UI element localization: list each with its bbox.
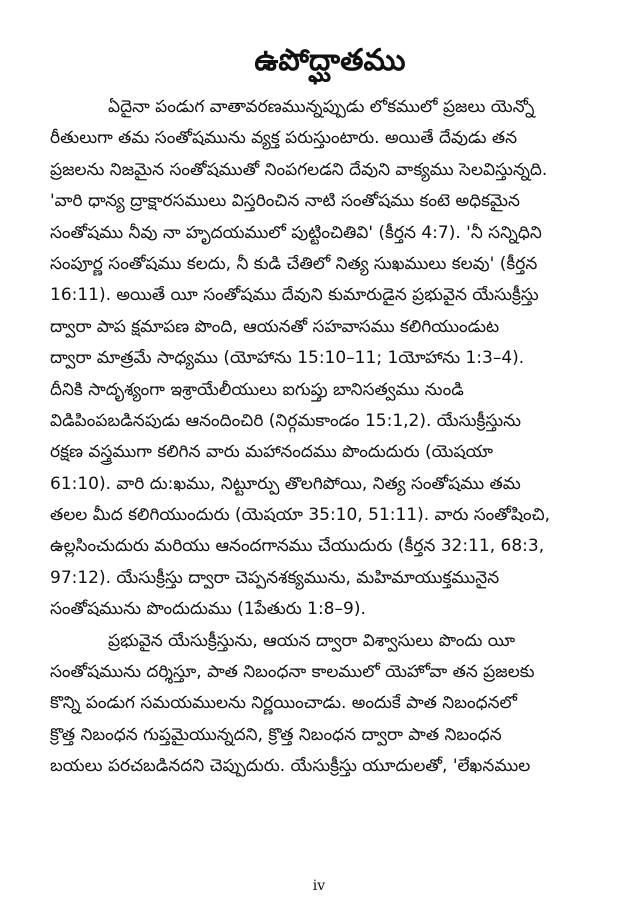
- page-number: iv: [312, 878, 326, 894]
- text-line: రీతులుగా తమ సంతోషమును వ్యక్త పరుస్తుంటారు. అయితే దేవుడు తన: [50, 128, 518, 149]
- text-line: ద్వారా మాత్రమే సాధ్యము (యోహాను 15:10–11; 1యోహాను 1:3–4).: [50, 348, 525, 369]
- text-line: ద్వారా పాప క్షమాపణ పొంది, ఆయనతో సహవాసము కలిగియుండుట: [50, 316, 500, 337]
- text-line: 97:12). యేసుక్రీస్తు ద్వారా చెప్పనశక్యమును, మహిమాయుక్తమునైన: [50, 567, 500, 588]
- text-line: సంతోషము నీవు నా హృదయములో పుట్టించితివి' (కీర్తన 4:7). 'నీ సన్నిధిని: [50, 222, 542, 243]
- text-line: సంతోషమును పొందుదుము (1పేతురు 1:8–9).: [50, 599, 366, 620]
- text-line: విడిపింపబడినపుడు ఆనందించిరి (నిర్గమకాండం 15:1,2). యేసుక్రీస్తును: [50, 410, 521, 431]
- text-line: 16:11). అయితే యీ సంతోషము దేవుని కుమారుడైన ప్రభువైన యేసుక్రీస్తు: [50, 285, 539, 306]
- text-line: 'వారి ధాన్య ద్రాక్షారసములు విస్తరించిన నాటి సంతోషము కంటె అధికమైన: [50, 191, 520, 212]
- text-line: ఏదైనా పండుగ వాతావరణమున్నప్పుడు లోకములో ప్రజలు యెన్నో: [108, 97, 535, 117]
- text-line: సంపూర్ణ సంతోషము కలదు, నీ కుడి చేతిలో నిత్య సుఖములు కలవు' (కీర్తన: [50, 253, 538, 274]
- text-line: తలల మీద కలిగియుందురు (యెషయా 35:10, 51:11). వారు సంతోషించి,: [50, 505, 551, 526]
- text-line: ప్రజలను నిజమైన సంతోషముతో నింపగలడని దేవుని వాక్యము సెలవిస్తున్నది.: [50, 159, 548, 180]
- text-line: 61:10). వారి దు:ఖము, నిట్టూర్పు తొలగిపోయి, నిత్య సంతోషము తమ: [50, 473, 521, 494]
- text-line: సంతోషమును దర్శిస్తూ, పాత నిబంధనా కాలములో యెహోవా తన ప్రజలకు: [50, 662, 535, 683]
- paragraph-2: [50, 626, 610, 783]
- text-line: కొన్ని పండుగ సమయములను నిర్ణయించాడు. అందుకే పాత నిబంధనలో: [50, 693, 518, 714]
- paragraph-1: [50, 92, 610, 626]
- page-title: ఉపోద్ఘాతము: [254, 43, 406, 78]
- text-line: క్రొత్త నిబంధన గుప్తమైయున్నదని, క్రొత్త నిబంధన ద్వారా పాత నిబంధన: [50, 724, 502, 745]
- text-line: ఉల్లసించుదురు మరియు ఆనందగానము చేయుదురు (కీర్తన 32:11, 68:3,: [50, 536, 545, 557]
- text-line: ప్రభువైన యేసుక్రీస్తును, ఆయన ద్వారా విశ్వాసులు పొందు యీ: [108, 630, 516, 651]
- text-line: బయలు పరచబడినదని చెప్పుదురు. యేసుక్రీస్తు యూదులతో, 'లేఖనముల: [50, 756, 531, 777]
- text-line: దీనికి సాదృశ్యంగా ఇశ్రాయేలీయులు ఐగుప్తు బానిసత్వము నుండి: [50, 379, 464, 400]
- text-line: రక్షణ వస్త్రముగా కలిగిన వారు మహానందము పొందుదురు (యెషయా: [50, 442, 493, 463]
